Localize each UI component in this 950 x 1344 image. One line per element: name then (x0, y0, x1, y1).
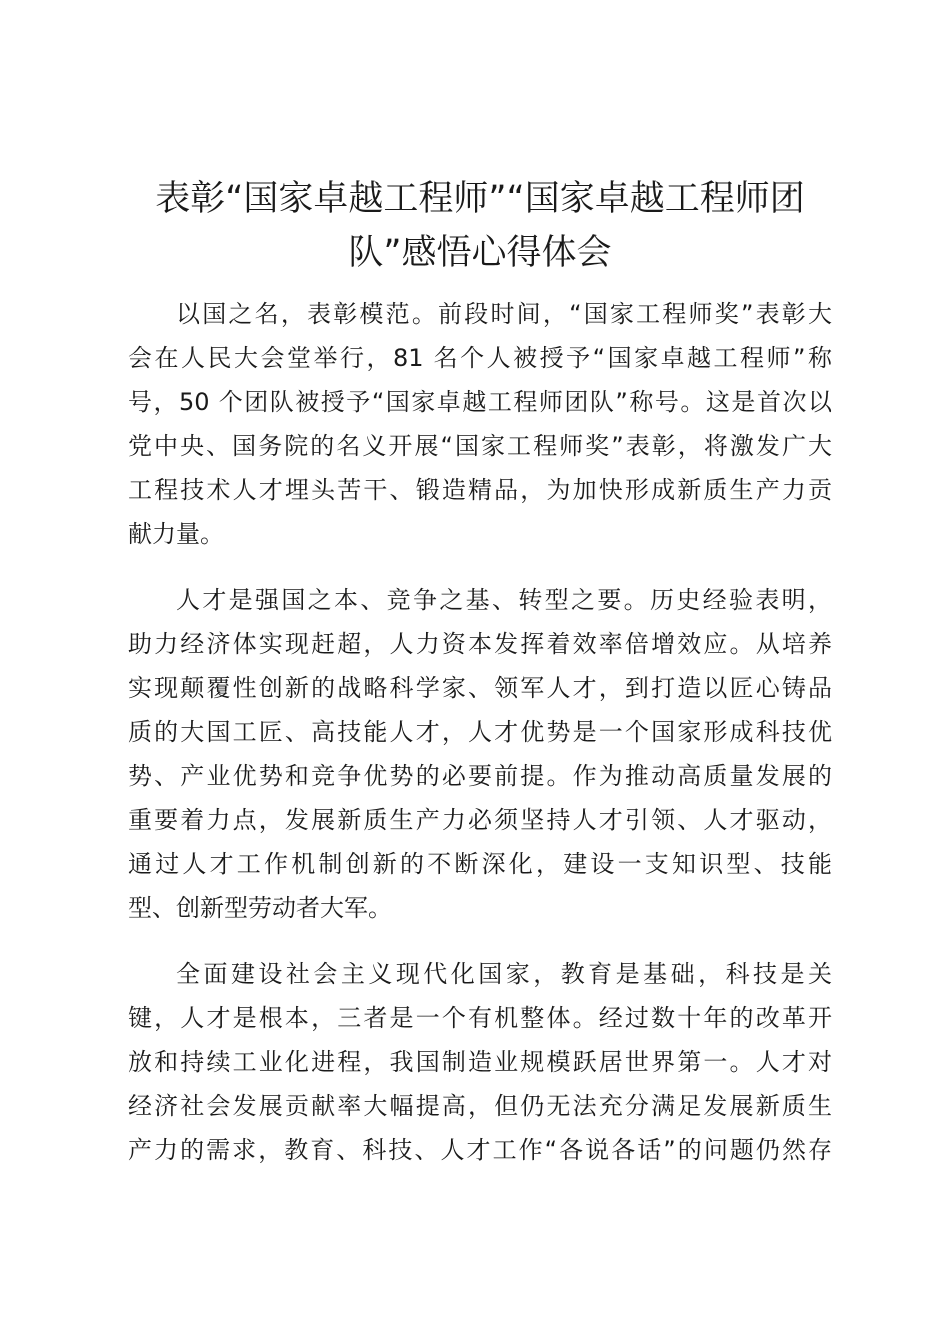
paragraph-line: 放和持续工业化进程，我国制造业规模跃居世界第一。人才对 (128, 1048, 832, 1076)
paragraph-line: 以国之名，表彰模范。前段时间，“国家工程师奖”表彰大 (176, 300, 832, 328)
paragraph-line: 经济社会发展贡献率大幅提高，但仍无法充分满足发展新质生 (128, 1092, 832, 1120)
paragraph-line: 型、创新型劳动者大军。 (128, 894, 392, 922)
paragraph-line: 号，50 个团队被授予“国家卓越工程师团队”称号。这是首次以 (128, 388, 832, 416)
paragraph-line: 通过人才工作机制创新的不断深化，建设一支知识型、技能 (128, 850, 832, 878)
paragraph-line: 产力的需求，教育、科技、人才工作“各说各话”的问题仍然存 (128, 1136, 832, 1164)
paragraph-1 (128, 292, 832, 556)
document-title (128, 172, 832, 280)
paragraph-3 (128, 952, 832, 1172)
paragraph-line: 会在人民大会堂举行，81 名个人被授予“国家卓越工程师”称 (128, 344, 832, 372)
document-body (128, 292, 832, 1194)
paragraph-line: 键，人才是根本，三者是一个有机整体。经过数十年的改革开 (128, 1004, 832, 1032)
paragraph-line: 重要着力点，发展新质生产力必须坚持人才引领、人才驱动， (128, 806, 832, 834)
title-line-1: 表彰“国家卓越工程师”“国家卓越工程师团 (155, 179, 805, 219)
paragraph-line: 人才是强国之本、竞争之基、转型之要。历史经验表明， (176, 586, 832, 614)
paragraph-line: 助力经济体实现赶超，人力资本发挥着效率倍增效应。从培养 (128, 630, 832, 658)
paragraph-line: 党中央、国务院的名义开展“国家工程师奖”表彰，将激发广大 (128, 432, 832, 460)
paragraph-line: 全面建设社会主义现代化国家，教育是基础，科技是关 (176, 960, 832, 988)
paragraph-line: 献力量。 (128, 520, 224, 548)
paragraph-line: 势、产业优势和竞争优势的必要前提。作为推动高质量发展的 (128, 762, 832, 790)
title-line-2: 队”感悟心得体会 (348, 233, 612, 273)
paragraph-2 (128, 578, 832, 930)
paragraph-line: 质的大国工匠、高技能人才，人才优势是一个国家形成科技优 (128, 718, 832, 746)
paragraph-line: 工程技术人才埋头苦干、锻造精品，为加快形成新质生产力贡 (128, 476, 832, 504)
paragraph-line: 实现颠覆性创新的战略科学家、领军人才，到打造以匠心铸品 (128, 674, 832, 702)
